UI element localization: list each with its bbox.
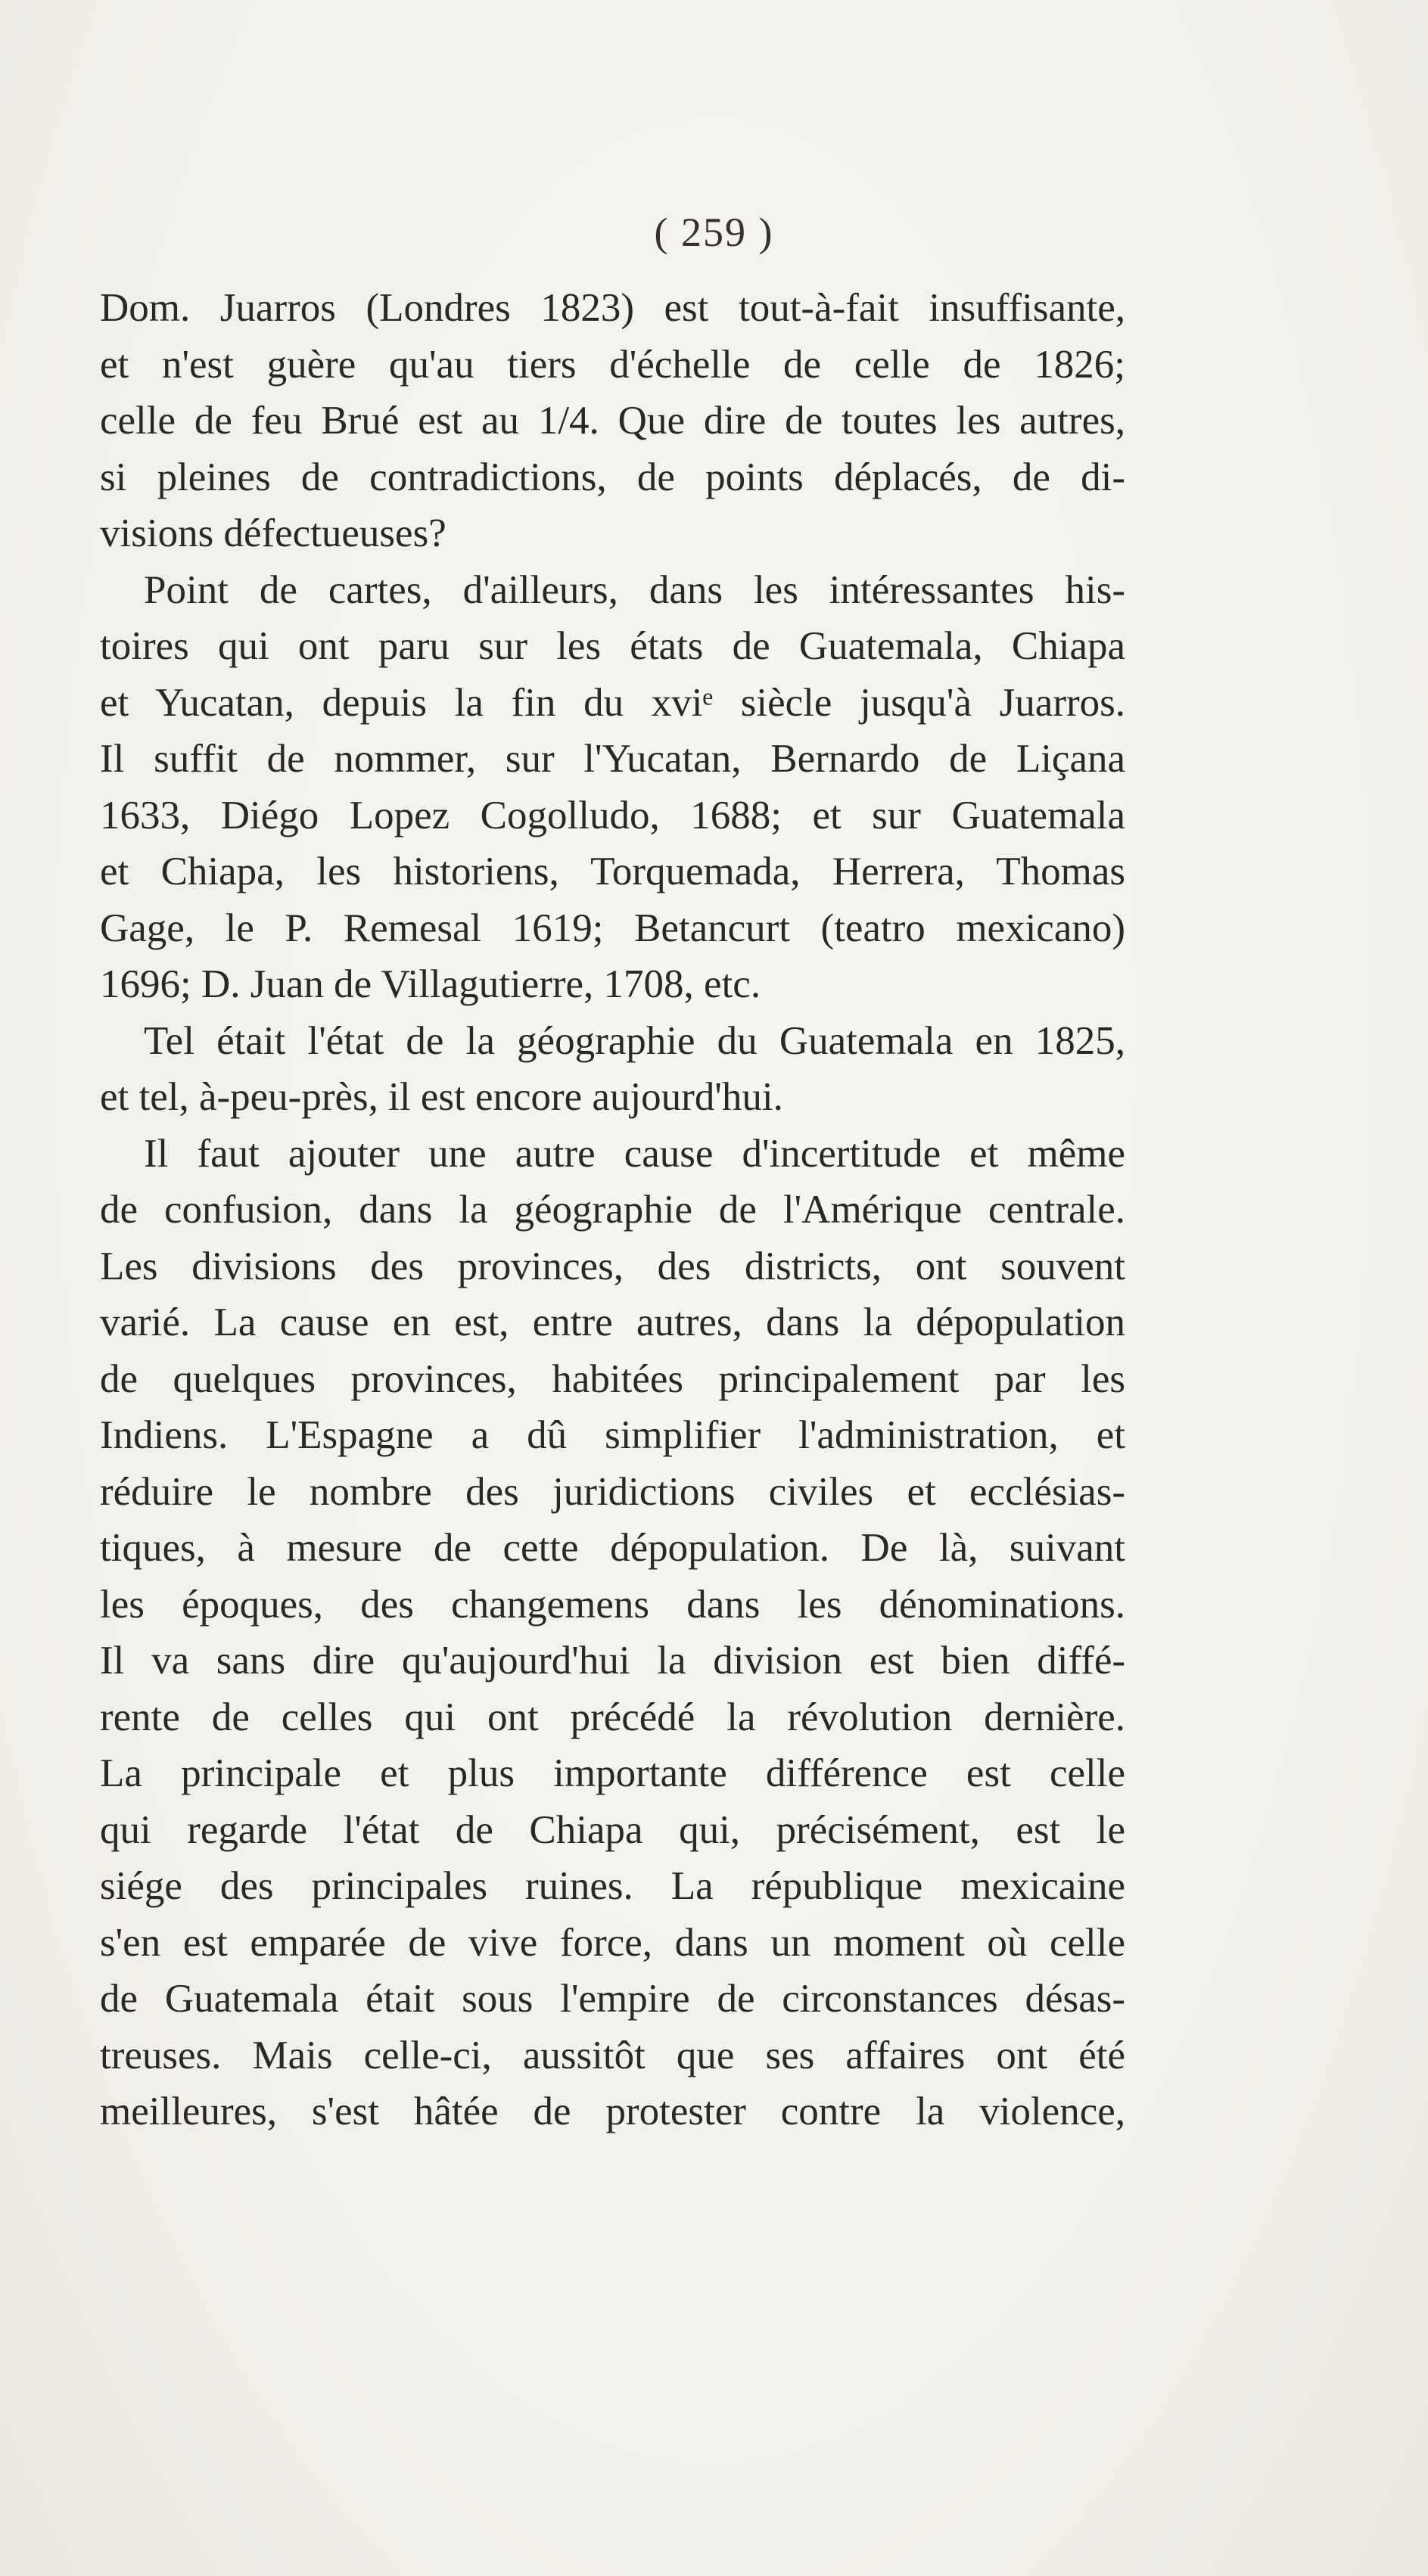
text-line: 1633, Diégo Lopez Cogolludo, 1688; et sur Guatemala bbox=[100, 793, 1125, 837]
text-line: toires qui ont paru sur les états de Guatemala, Chiapa bbox=[100, 624, 1125, 668]
body-text bbox=[100, 280, 1125, 2140]
text-line: rente de celles qui ont précédé la révolution dernière. bbox=[100, 1695, 1125, 1739]
text-line: qui regarde l'état de Chiapa qui, précisément, est le bbox=[100, 1807, 1125, 1852]
text-line: 1696; D. Juan de Villagutierre, 1708, etc. bbox=[100, 962, 761, 1006]
text-line: Indiens. L'Espagne a dû simplifier l'administration, et bbox=[100, 1413, 1125, 1457]
text-line: les époques, des changemens dans les dénominations. bbox=[100, 1582, 1125, 1627]
text-line: si pleines de contradictions, de points déplacés, de di- bbox=[100, 455, 1125, 499]
text-line: varié. La cause en est, entre autres, dans la dépopulation bbox=[100, 1300, 1125, 1344]
text-line: et Chiapa, les historiens, Torquemada, Herrera, Thomas bbox=[100, 850, 1125, 893]
text-line: et Yucatan, depuis la fin du xviᵉ siècle jusqu'à Juarros. bbox=[100, 680, 1125, 725]
text-line: Gage, le P. Remesal 1619; Betancurt (teatro mexicano) bbox=[100, 906, 1125, 950]
text-line: Les divisions des provinces, des districts, ont souvent bbox=[100, 1244, 1125, 1288]
text-line: Dom. Juarros (Londres 1823) est tout-à-fait insuffisante, bbox=[100, 286, 1125, 330]
text-line: s'en est emparée de vive force, dans un moment où celle bbox=[100, 1920, 1125, 1965]
text-line: réduire le nombre des juridictions civiles et ecclésias- bbox=[100, 1469, 1125, 1514]
text-line: de confusion, dans la géographie de l'Amérique centrale. bbox=[100, 1188, 1125, 1232]
text-line: de quelques provinces, habitées principalement par les bbox=[100, 1356, 1125, 1401]
text-line: et tel, à-peu-près, il est encore aujourd'hui. bbox=[100, 1075, 783, 1119]
text-line: Il suffit de nommer, sur l'Yucatan, Bernardo de Liçana bbox=[100, 737, 1125, 781]
text-line: siége des principales ruines. La république mexicaine bbox=[100, 1864, 1125, 1908]
text-line: visions défectueuses? bbox=[100, 511, 446, 555]
text-line: Il va sans dire qu'aujourd'hui la division est bien diffé- bbox=[100, 1639, 1125, 1683]
text-line: treuses. Mais celle-ci, aussitôt que ses affaires ont été bbox=[100, 2033, 1125, 2077]
text-line: celle de feu Brué est au 1/4. Que dire de toutes les autres, bbox=[100, 399, 1125, 443]
text-line: Tel était l'état de la géographie du Guatemala en 1825, bbox=[144, 1018, 1125, 1063]
text-line: meilleures, s'est hâtée de protester contre la violence, bbox=[100, 2090, 1125, 2133]
text-line: et n'est guère qu'au tiers d'échelle de celle de 1826; bbox=[100, 342, 1125, 387]
text-line: tiques, à mesure de cette dépopulation. De là, suivant bbox=[100, 1526, 1125, 1570]
text-line: de Guatemala était sous l'empire de circonstances désas- bbox=[100, 1977, 1125, 2021]
page-number: ( 259 ) bbox=[654, 210, 774, 255]
text-line: Point de cartes, d'ailleurs, dans les intéressantes his- bbox=[144, 567, 1125, 612]
text-line: Il faut ajouter une autre cause d'incertitude et même bbox=[144, 1131, 1125, 1176]
text-line: La principale et plus importante différence est celle bbox=[100, 1751, 1125, 1795]
